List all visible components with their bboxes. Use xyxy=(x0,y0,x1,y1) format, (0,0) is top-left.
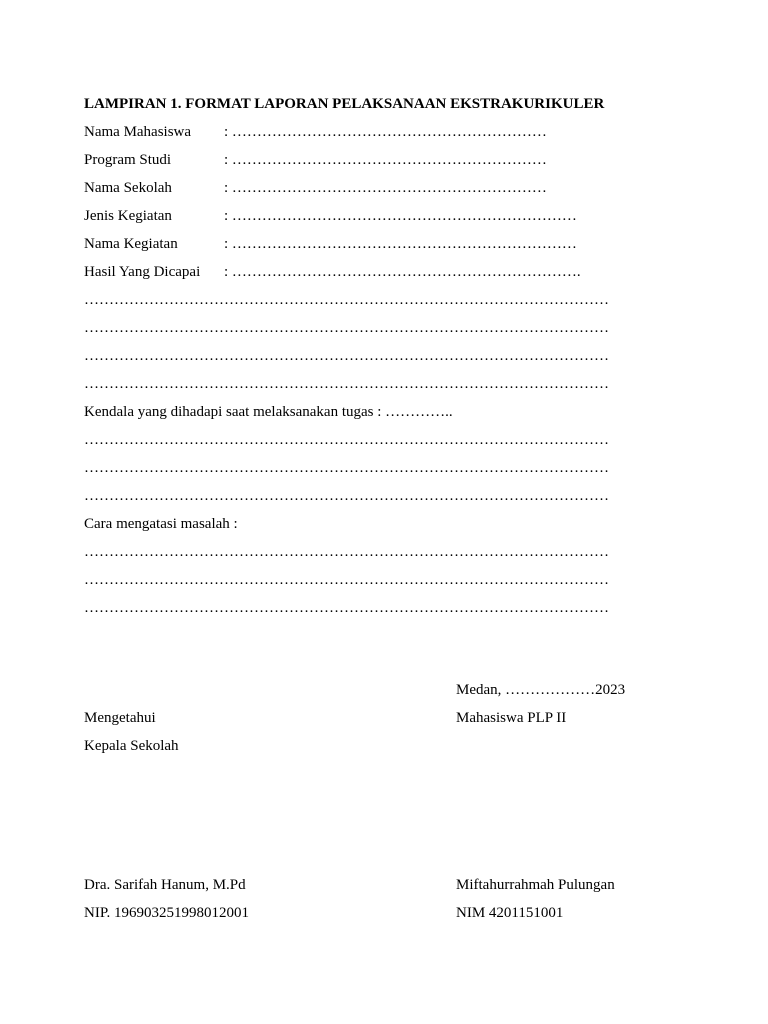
right-role: Mahasiswa PLP II xyxy=(456,710,567,726)
dotted-line: …………………………………………………………………………………………… xyxy=(84,600,609,616)
dotted-line: …………………………………………………………………………………………… xyxy=(84,460,609,476)
dotted-line: …………………………………………………………………………………………… xyxy=(84,488,609,504)
field-value: : ……………………………………………………… xyxy=(224,124,547,140)
dotted-line: …………………………………………………………………………………………… xyxy=(84,572,609,588)
cara-label: Cara mengatasi masalah : xyxy=(84,516,238,532)
field-label: Jenis Kegiatan xyxy=(84,208,172,224)
left-role-mengetahui: Mengetahui xyxy=(84,710,156,726)
right-signer-name: Miftahurrahmah Pulungan xyxy=(456,877,615,893)
document-page xyxy=(84,0,704,1024)
field-value: : …………………………………………………………… xyxy=(224,236,577,252)
kendala-label: Kendala yang dihadapi saat melaksanakan tugas : ………….. xyxy=(84,404,453,420)
field-label: Program Studi xyxy=(84,152,172,168)
left-signer-id: NIP. 196903251998012001 xyxy=(84,905,250,921)
dotted-line: …………………………………………………………………………………………… xyxy=(84,376,609,392)
field-label: Hasil Yang Dicapai xyxy=(84,264,201,280)
dotted-line: …………………………………………………………………………………………… xyxy=(84,544,609,560)
left-role-kepala-sekolah: Kepala Sekolah xyxy=(84,738,179,754)
field-value: : ……………………………………………………… xyxy=(224,152,547,168)
dotted-line: …………………………………………………………………………………………… xyxy=(84,348,609,364)
right-signer-id: NIM 4201151001 xyxy=(456,905,564,921)
field-value: : …………………………………………………………… xyxy=(224,208,577,224)
field-label: Nama Sekolah xyxy=(84,180,172,196)
left-signer-name: Dra. Sarifah Hanum, M.Pd xyxy=(84,877,246,893)
dotted-line: …………………………………………………………………………………………… xyxy=(84,292,609,308)
field-value: : ……………………………………………………………. xyxy=(224,264,581,280)
document-title: LAMPIRAN 1. FORMAT LAPORAN PELAKSANAAN EKSTRAKURIKULER xyxy=(84,96,605,112)
place-date: Medan, ………………2023 xyxy=(456,682,626,698)
field-label: Nama Mahasiswa xyxy=(84,124,192,140)
dotted-line: …………………………………………………………………………………………… xyxy=(84,432,609,448)
field-value: : ……………………………………………………… xyxy=(224,180,547,196)
dotted-line: …………………………………………………………………………………………… xyxy=(84,320,609,336)
field-label: Nama Kegiatan xyxy=(84,236,178,252)
